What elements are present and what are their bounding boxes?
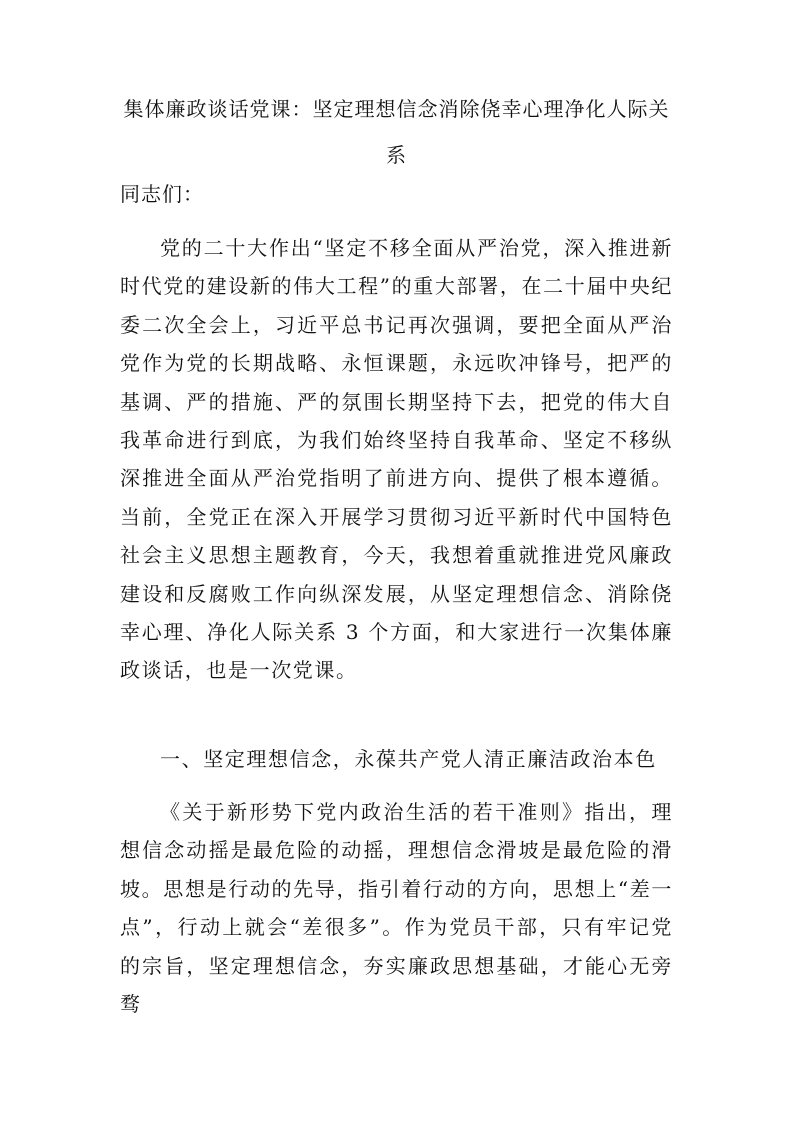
- salutation: 同志们：: [120, 182, 204, 206]
- document-title: 集体廉政谈话党课：坚定理想信念消除侥幸心理净化人际关系: [123, 97, 670, 167]
- section-heading: 一、坚定理想信念，永葆共产党人清正廉洁政治本色: [160, 747, 657, 771]
- body-paragraph: 《关于新形势下党内政治生活的若干准则》指出，理想信念动摇是最危险的动摇，理想信念滑坡是最危险的滑坡。思想是行动的先导，指引着行动的方向，思想上“差一点”，行动上就会“差很多”。作为党员干部，只有牢记党的宗旨，坚定理想信念，夯实廉政思想基础，才能心无旁骛: [120, 800, 673, 1017]
- body-paragraph: 党的二十大作出“坚定不移全面从严治党，深入推进新时代党的建设新的伟大工程”的重大部署，在二十届中央纪委二次全会上，习近平总书记再次强调，要把全面从严治党作为党的长期战略、永恒课题，永远吹冲锋号，把严的基调、严的措施、严的氛围长期坚持下去，把党的伟大自我革命进行到底，为我们始终坚持自我革命、坚定不移纵深推进全面从严治党指明了前进方向、提供了根本遵循。当前，全党正在深入开展学习贯彻习近平新时代中国特色社会主义思想主题教育，今天，我想着重就推进党风廉政建设和反腐败工作向纵深发展，从坚定理想信念、消除侥幸心理、净化人际关系 3 个方面，和大家进行一次集体廉政谈话，也是一次党课。: [120, 236, 673, 683]
